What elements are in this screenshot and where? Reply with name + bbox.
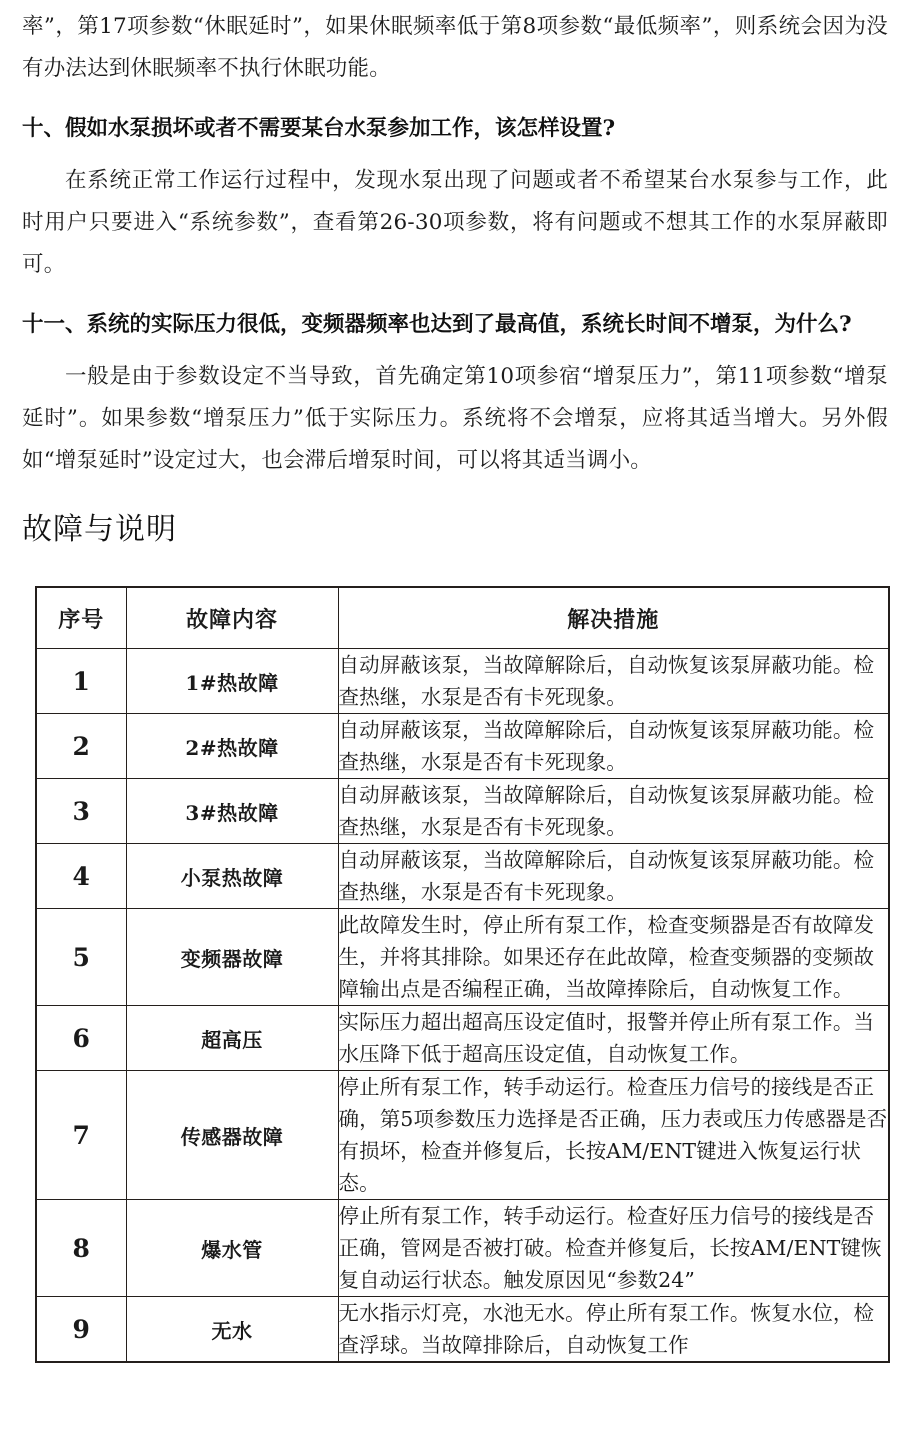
table-row [36, 779, 889, 844]
table-row [36, 1071, 889, 1200]
cell-fault-content: 传感器故障 [126, 1071, 338, 1200]
spacer-before-heading-eleven [22, 286, 888, 304]
spacer-before-heading-ten [22, 90, 888, 108]
column-header-content: 故障内容 [126, 587, 338, 649]
spacer-after-heading-eleven [22, 346, 888, 356]
cell-no: 1 [36, 649, 126, 714]
cell-solution: 自动屏蔽该泵，当故障解除后，自动恢复该泵屏蔽功能。检查热继，水泵是否有卡死现象。 [338, 714, 889, 779]
paragraph-sleep-delay: 率”，第17项参数“休眠延时”，如果休眠频率低于第8项参数“最低频率”，则系统会因为没有办法达到休眠频率不执行休眠功能。 [22, 14, 888, 81]
fault-table-body [36, 649, 889, 1363]
spacer-after-heading-ten [22, 150, 888, 160]
heading-question-ten: 十、假如水泵损坏或者不需要某台水泵参加工作，该怎样设置? [22, 116, 616, 141]
cell-fault-content: 超高压 [126, 1006, 338, 1071]
cell-solution: 停止所有泵工作，转手动运行。检查压力信号的接线是否正确，第5项参数压力选择是否正确，压力表或压力传感器是否有损坏，检查并修复后，长按AM/ENT键进入恢复运行状态。 [338, 1071, 889, 1200]
cell-solution: 自动屏蔽该泵，当故障解除后，自动恢复该泵屏蔽功能。检查热继，水泵是否有卡死现象。 [338, 649, 889, 714]
cell-solution: 自动屏蔽该泵，当故障解除后，自动恢复该泵屏蔽功能。检查热继，水泵是否有卡死现象。 [338, 779, 889, 844]
cell-solution: 无水指示灯亮，水池无水。停止所有泵工作。恢复水位，检查浮球。当故障排除后，自动恢复工作 [338, 1297, 889, 1363]
paragraph-answer-ten: 在系统正常工作运行过程中，发现水泵出现了问题或者不希望某台水泵参与工作，此时用户只要进入“系统参数”，查看第26-30项参数，将有问题或不想其工作的水泵屏蔽即可。 [22, 168, 888, 277]
cell-fault-content: 变频器故障 [126, 909, 338, 1006]
cell-no: 6 [36, 1006, 126, 1071]
table-row [36, 714, 889, 779]
section-title-faults: 故障与说明 [22, 512, 177, 547]
table-row [36, 649, 889, 714]
spacer-before-section-title [22, 482, 888, 508]
fault-table [35, 586, 890, 1363]
cell-solution: 自动屏蔽该泵，当故障解除后，自动恢复该泵屏蔽功能。检查热继，水泵是否有卡死现象。 [338, 844, 889, 909]
table-row [36, 1297, 889, 1363]
fault-table-head [36, 587, 889, 649]
cell-no: 5 [36, 909, 126, 1006]
cell-fault-content: 无水 [126, 1297, 338, 1363]
table-header-row [36, 587, 889, 649]
table-row [36, 909, 889, 1006]
cell-fault-content: 小泵热故障 [126, 844, 338, 909]
cell-no: 7 [36, 1071, 126, 1200]
cell-no: 4 [36, 844, 126, 909]
cell-fault-content: 3#热故障 [126, 779, 338, 844]
cell-solution: 停止所有泵工作，转手动运行。检查好压力信号的接线是否正确，管网是否被打破。检查并修复后，长按AM/ENT键恢复自动运行状态。触发原因见“参数24” [338, 1200, 889, 1297]
column-header-measure: 解决措施 [338, 587, 889, 649]
paragraph-answer-eleven: 一般是由于参数设定不当导致，首先确定第10项参宿“增泵压力”，第11项参数“增泵延时”。如果参数“增泵压力”低于实际压力。系统将不会增泵，应将其适当增大。另外假如“增泵延时”设定过大，也会滞后增泵时间，可以将其适当调小。 [22, 364, 888, 473]
cell-fault-content: 2#热故障 [126, 714, 338, 779]
table-row [36, 1006, 889, 1071]
heading-question-eleven: 十一、系统的实际压力很低，变频器频率也达到了最高值，系统长时间不增泵，为什么? [22, 312, 852, 337]
table-row [36, 1200, 889, 1297]
table-row [36, 844, 889, 909]
cell-fault-content: 爆水管 [126, 1200, 338, 1297]
cell-no: 2 [36, 714, 126, 779]
cell-no: 3 [36, 779, 126, 844]
spacer-before-table [22, 552, 888, 586]
cell-no: 9 [36, 1297, 126, 1363]
cell-solution: 此故障发生时，停止所有泵工作，检查变频器是否有故障发生，并将其排除。如果还存在此故障，检查变频器的变频故障输出点是否编程正确，当故障捧除后，自动恢复工作。 [338, 909, 889, 1006]
cell-fault-content: 1#热故障 [126, 649, 338, 714]
cell-solution: 实际压力超出超高压设定值时，报警并停止所有泵工作。当水压降下低于超高压设定值，自动恢复工作。 [338, 1006, 889, 1071]
column-header-no: 序号 [36, 587, 126, 649]
cell-no: 8 [36, 1200, 126, 1297]
